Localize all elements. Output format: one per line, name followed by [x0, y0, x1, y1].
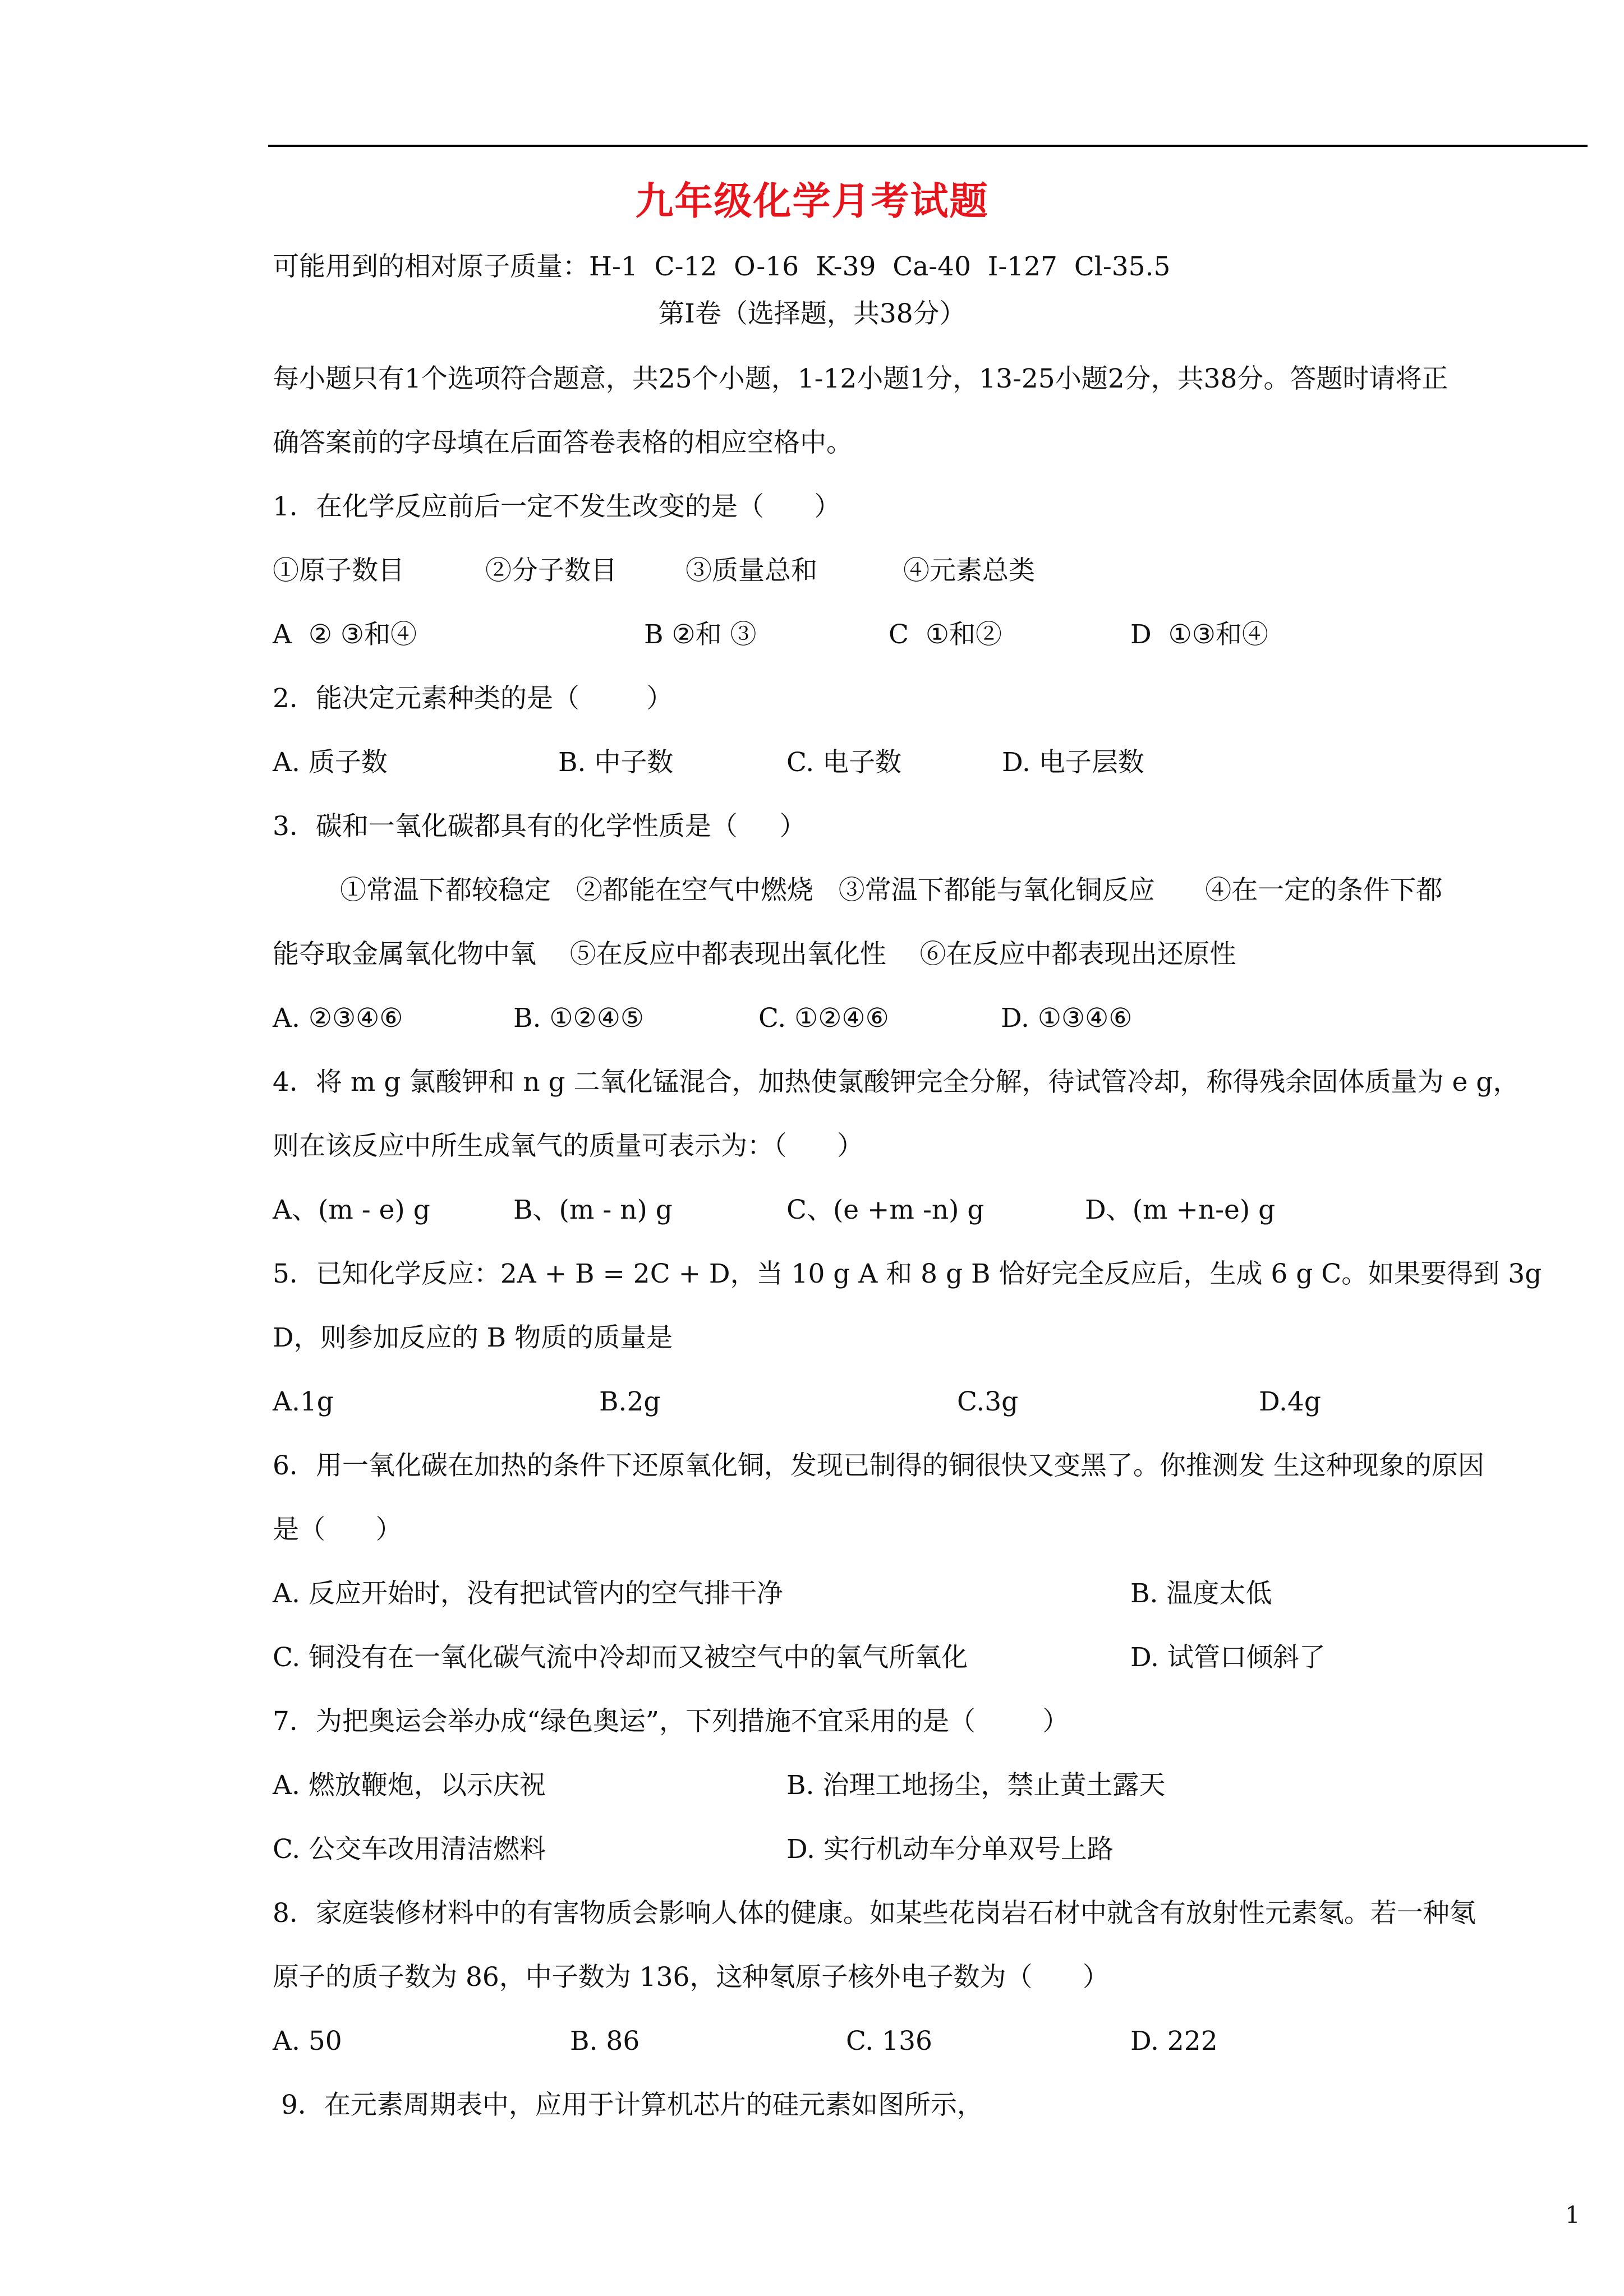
q8-stem-line-2: 原子的质子数为 86，中子数为 136，这种氡原子核外电子数为（ ） [273, 1962, 1110, 1993]
q6-stem-line-1: 6．用一氧化碳在加热的条件下还原氧化铜，发现已制得的铜很快又变黑了。你推测发 生这种现象的原因 [273, 1450, 1484, 1481]
q3-statement-line-2: 能夺取金属氧化物中氧 ⑤在反应中都表现出氧化性 ⑥在反应中都表现出还原性 [273, 939, 1236, 970]
q1-option-d: D ①③和④ [1130, 619, 1268, 650]
instructions-line-2: 确答案前的字母填在后面答卷表格的相应空格中。 [273, 427, 853, 458]
q4-stem-line-1: 4．将 m g 氯酸钾和 n g 二氧化锰混合，加热使氯酸钾完全分解，待试管冷却，称得残余固体质量为 e g， [273, 1067, 1520, 1098]
q7-option-a: A. 燃放鞭炮，以示庆祝 [273, 1770, 546, 1801]
q6-stem-line-2: 是（ ） [273, 1514, 402, 1545]
header-rule [268, 145, 1588, 147]
q2-option-b: B. 中子数 [558, 747, 674, 778]
q1-option-c: C ①和② [889, 619, 1002, 650]
q3-option-c: C. ①②④⑥ [758, 1003, 889, 1034]
q3-option-b: B. ①②④⑤ [513, 1003, 644, 1034]
q1-item-1: ①原子数目 [273, 555, 404, 586]
q2-stem: 2．能决定元素种类的是（ ） [273, 683, 673, 714]
q4-option-b: B、(m - n) g [513, 1195, 673, 1225]
q1-stem: 1．在化学反应前后一定不发生改变的是（ ） [273, 491, 841, 522]
q3-option-a: A. ②③④⑥ [273, 1003, 403, 1034]
q5-option-c: C.3g [957, 1386, 1019, 1417]
section-header: 第Ⅰ卷（选择题，共38分） [658, 298, 966, 329]
q1-option-b: B ②和 ③ [644, 619, 757, 650]
q3-statement-line-1: ①常温下都较稳定 ②都能在空气中燃烧 ③常温下都能与氧化铜反应 ④在一定的条件下都 [340, 875, 1443, 906]
q2-option-a: A. 质子数 [273, 747, 388, 778]
q6-option-b: B. 温度太低 [1130, 1578, 1272, 1609]
q4-option-c: C、(e +m -n) g [786, 1195, 984, 1225]
q1-option-a: A ② ③和④ [273, 619, 417, 650]
q7-option-c: C. 公交车改用清洁燃料 [273, 1834, 546, 1865]
q7-option-d: D. 实行机动车分单双号上路 [786, 1834, 1114, 1865]
q5-option-d: D.4g [1259, 1386, 1321, 1417]
q7-option-b: B. 治理工地扬尘，禁止黄土露天 [786, 1770, 1166, 1801]
q2-option-c: C. 电子数 [786, 747, 902, 778]
q6-option-a: A. 反应开始时，没有把试管内的空气排干净 [273, 1578, 783, 1609]
q8-option-c: C. 136 [846, 2026, 932, 2057]
page-title: 九年级化学月考试题 [635, 179, 989, 224]
q2-option-d: D. 电子层数 [1002, 747, 1144, 778]
q1-item-2: ②分子数目 [485, 555, 617, 586]
page-number: 1 [1565, 2201, 1580, 2229]
atomic-masses-line: 可能用到的相对原子质量：H-1 C-12 O-16 K-39 Ca-40 I-127 Cl-35.5 [273, 251, 1171, 282]
q4-stem-line-2: 则在该反应中所生成氧气的质量可表示为：（ ） [273, 1131, 864, 1161]
q9-stem: 9．在元素周期表中，应用于计算机芯片的硅元素如图所示， [273, 2090, 983, 2120]
instructions-line-1: 每小题只有1个选项符合题意，共25个小题，1-12小题1分，13-25小题2分，共38分。答题时请将正 [273, 363, 1448, 394]
q5-option-a: A.1g [273, 1386, 334, 1417]
q1-item-4: ④元素总类 [903, 555, 1035, 586]
q6-option-c: C. 铜没有在一氧化碳气流中冷却而又被空气中的氧气所氧化 [273, 1642, 968, 1673]
q4-option-d: D、(m +n-e) g [1085, 1195, 1276, 1225]
q8-stem-line-1: 8．家庭装修材料中的有害物质会影响人体的健康。如某些花岗岩石材中就含有放射性元素氡。若一种氡 [273, 1898, 1476, 1929]
q8-option-a: A. 50 [273, 2026, 342, 2057]
q5-stem-line-2: D，则参加反应的 B 物质的质量是 [273, 1322, 673, 1353]
q8-option-d: D. 222 [1130, 2026, 1218, 2057]
q4-option-a: A、(m - e) g [273, 1195, 430, 1225]
q5-option-b: B.2g [599, 1386, 661, 1417]
q6-option-d: D. 试管口倾斜了 [1130, 1642, 1326, 1673]
q7-stem: 7．为把奥运会举办成“绿色奥运”，下列措施不宜采用的是（ ） [273, 1706, 1069, 1737]
q3-option-d: D. ①③④⑥ [1001, 1003, 1133, 1034]
q8-option-b: B. 86 [570, 2026, 640, 2057]
q3-stem: 3．碳和一氧化碳都具有的化学性质是（ ） [273, 811, 806, 842]
q1-item-3: ③质量总和 [686, 555, 817, 586]
q5-stem-line-1: 5．已知化学反应：2A + B = 2C + D，当 10 g A 和 8 g B 恰好完全反应后，生成 6 g C。如果要得到 3g [273, 1258, 1542, 1289]
